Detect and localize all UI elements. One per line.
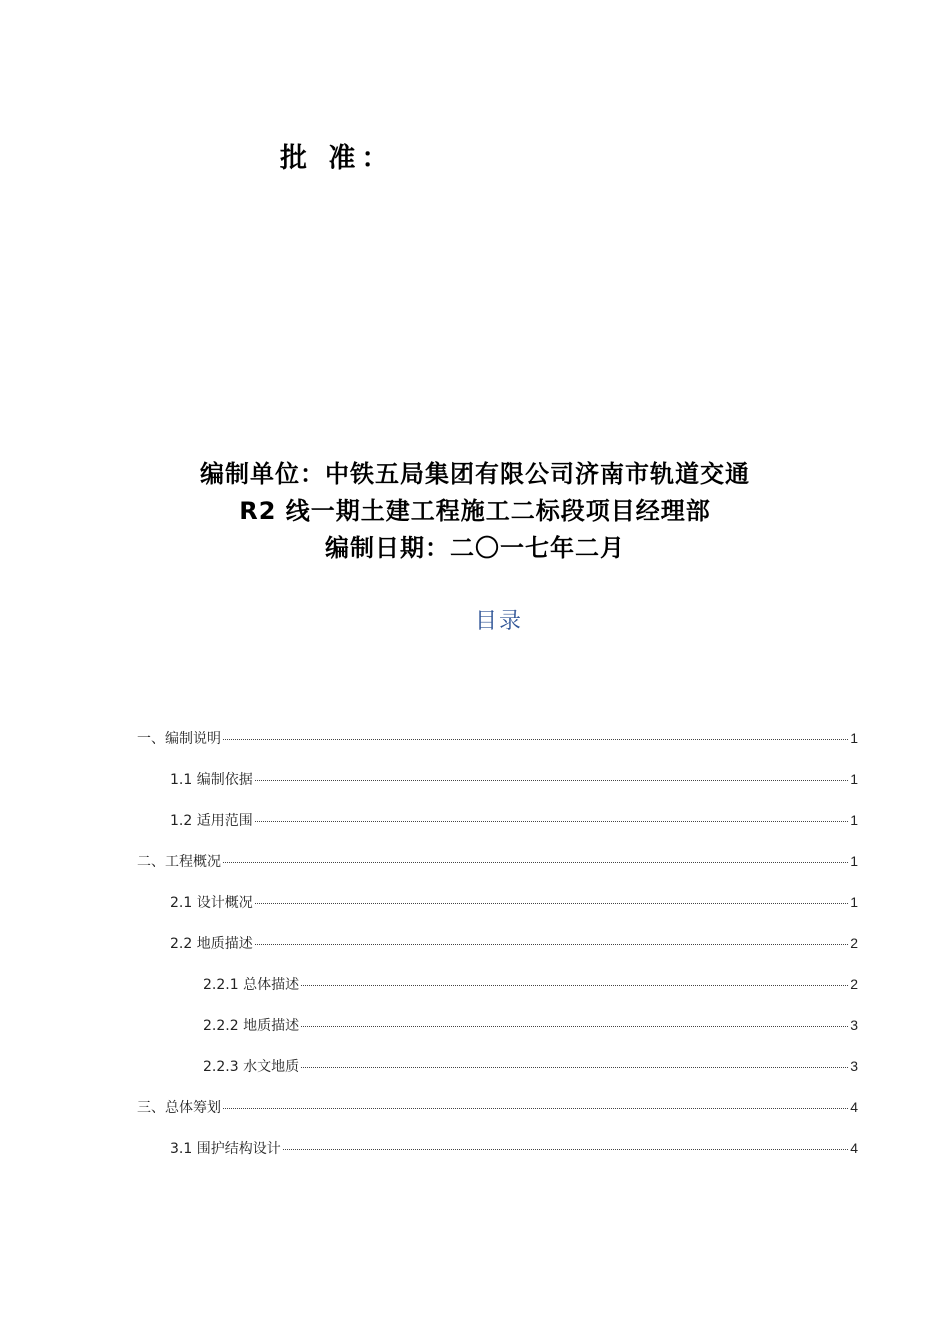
- toc-entry-page: 2: [850, 935, 858, 951]
- toc-entry[interactable]: [170, 1138, 858, 1160]
- toc-entry[interactable]: [137, 1097, 858, 1119]
- toc-entry-label: 2.2.2 地质描述: [203, 1018, 300, 1034]
- toc-title: 目录: [474, 609, 523, 634]
- toc-entry-page: 1: [850, 730, 858, 746]
- compiling-unit-line-1: 编制单位：中铁五局集团有限公司济南市轨道交通: [200, 460, 750, 488]
- toc-entry[interactable]: [203, 974, 858, 996]
- toc-entry-label: 3.1 围护结构设计: [170, 1141, 281, 1157]
- toc-entry[interactable]: [203, 1056, 858, 1078]
- toc-entry[interactable]: [137, 851, 858, 873]
- toc-leader-dots: [301, 1026, 848, 1027]
- compiling-date-line: 编制日期：二〇一七年二月: [325, 534, 625, 562]
- toc-entry-label: 2.2 地质描述: [170, 936, 253, 952]
- toc-entry-page: 1: [850, 894, 858, 910]
- toc-entry-page: 3: [850, 1017, 858, 1033]
- toc-entry-label: 一、编制说明: [137, 731, 221, 747]
- toc-leader-dots: [223, 739, 848, 740]
- toc-entry-label: 二、工程概况: [137, 854, 221, 870]
- toc-entry-label: 2.2.3 水文地质: [203, 1059, 300, 1075]
- toc-leader-dots: [283, 1149, 848, 1150]
- toc-entry[interactable]: [137, 728, 858, 750]
- approval-label: 批 准：: [280, 143, 395, 174]
- toc-leader-dots: [301, 985, 848, 986]
- toc-entry-page: 4: [850, 1099, 858, 1115]
- toc-entry-label: 1.2 适用范围: [170, 813, 253, 829]
- compiling-unit-block: [0, 456, 950, 567]
- toc-entry[interactable]: [170, 810, 858, 832]
- toc-leader-dots: [255, 903, 848, 904]
- toc-leader-dots: [223, 862, 848, 863]
- toc-entry-page: 1: [850, 771, 858, 787]
- toc-entry[interactable]: [203, 1015, 858, 1037]
- toc-entry-label: 2.1 设计概况: [170, 895, 253, 911]
- toc-entry-label: 1.1 编制依据: [170, 772, 253, 788]
- toc-entry-label: 2.2.1 总体描述: [203, 977, 300, 993]
- toc-entry-page: 1: [850, 853, 858, 869]
- toc-leader-dots: [255, 780, 848, 781]
- toc-entry[interactable]: [170, 933, 858, 955]
- compiling-unit-line-2: R2 线一期土建工程施工二标段项目经理部: [239, 497, 711, 525]
- toc-entry[interactable]: [170, 769, 858, 791]
- toc-leader-dots: [255, 821, 848, 822]
- toc-entry[interactable]: [170, 892, 858, 914]
- toc-entry-label: 三、总体筹划: [137, 1100, 221, 1116]
- toc-entry-page: 4: [850, 1140, 858, 1156]
- toc-entry-page: 3: [850, 1058, 858, 1074]
- toc-leader-dots: [223, 1108, 848, 1109]
- toc-entry-page: 2: [850, 976, 858, 992]
- toc-entry-page: 1: [850, 812, 858, 828]
- toc-leader-dots: [255, 944, 848, 945]
- toc-leader-dots: [301, 1067, 848, 1068]
